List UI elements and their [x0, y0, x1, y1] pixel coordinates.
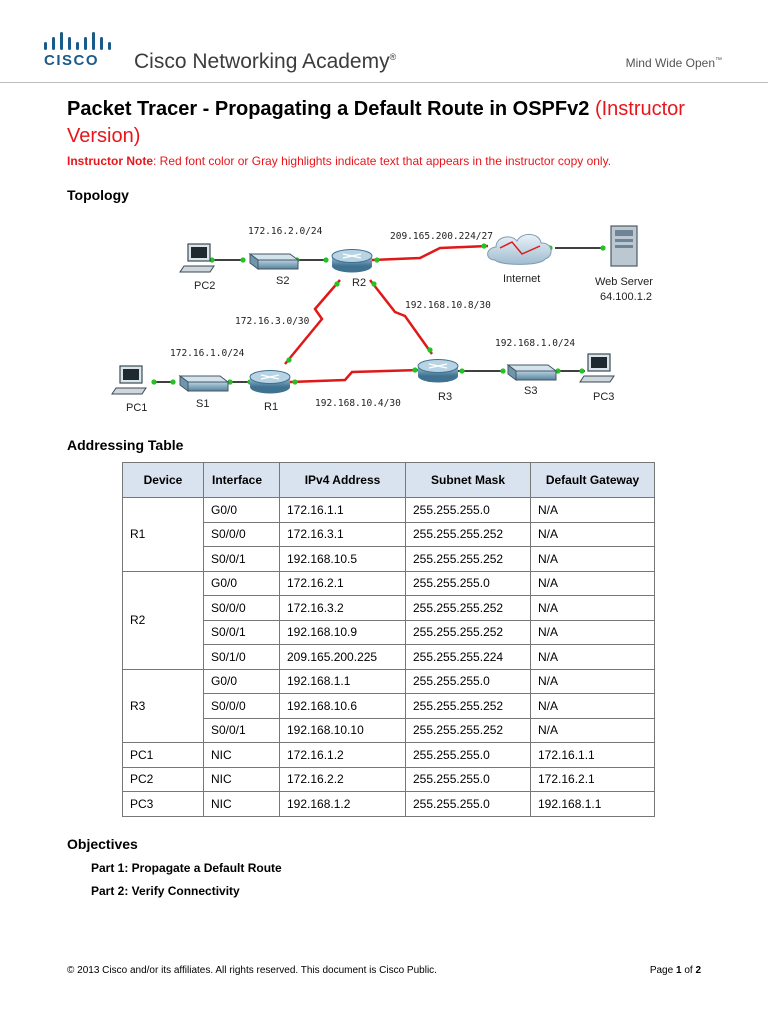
ip-cell: 172.16.2.2 — [280, 767, 406, 792]
internet-label: Internet — [503, 273, 541, 285]
mask-cell: 255.255.255.252 — [406, 694, 531, 719]
net-label-s2: 172.16.2.0/24 — [248, 226, 323, 237]
col-device: Device — [123, 463, 204, 498]
col-ipv4: IPv4 Address — [280, 463, 406, 498]
net-label-r1-r2: 172.16.3.0/30 — [235, 316, 310, 327]
switch-s1-icon — [180, 376, 228, 391]
page-number: Page 1 of 2 — [649, 965, 701, 976]
mask-cell: 255.255.255.224 — [406, 645, 531, 670]
table-row — [123, 743, 655, 768]
s2-label: S2 — [276, 275, 290, 287]
mask-cell: 255.255.255.0 — [406, 669, 531, 694]
interface-cell: S0/0/1 — [204, 718, 280, 743]
copyright-footer: © 2013 Cisco and/or its affiliates. All rights reserved. This document is Cisco Public. — [67, 965, 437, 976]
ip-cell: 172.16.3.1 — [280, 522, 406, 547]
s1-label: S1 — [196, 398, 210, 410]
gateway-cell: N/A — [531, 547, 655, 572]
topology-diagram — [100, 214, 660, 419]
gateway-cell: 192.168.1.1 — [531, 792, 655, 817]
interface-cell: S0/0/1 — [204, 620, 280, 645]
objectives-heading: Objectives — [67, 836, 138, 852]
device-cell: R1 — [123, 498, 204, 572]
document-title: Packet Tracer - Propagating a Default Route in OSPFv2 (Instructor Version) — [67, 98, 685, 147]
interface-cell: S0/0/0 — [204, 522, 280, 547]
instructor-note: Instructor Note: Red font color or Gray highlights indicate text that appears in the instructor copy only. — [67, 154, 612, 168]
net-label-s3: 192.168.1.0/24 — [495, 338, 576, 349]
ip-cell: 192.168.10.5 — [280, 547, 406, 572]
objective-part-1: Part 1: Propagate a Default Route — [91, 861, 282, 875]
mask-cell: 255.255.255.0 — [406, 743, 531, 768]
col-gateway: Default Gateway — [531, 463, 655, 498]
switch-s2-icon — [250, 254, 298, 269]
net-label-internet: 209.165.200.224/27 — [390, 231, 493, 242]
tagline: Mind Wide Open™ — [625, 56, 722, 70]
cisco-logo-icon — [44, 30, 114, 52]
gateway-cell: N/A — [531, 522, 655, 547]
mask-cell: 255.255.255.252 — [406, 620, 531, 645]
interface-cell: S0/1/0 — [204, 645, 280, 670]
ip-cell: 209.165.200.225 — [280, 645, 406, 670]
objective-part-2: Part 2: Verify Connectivity — [91, 884, 240, 898]
mask-cell: 255.255.255.252 — [406, 596, 531, 621]
internet-cloud-icon — [488, 234, 551, 264]
s3-label: S3 — [524, 385, 538, 397]
pc2-icon — [180, 244, 214, 272]
device-cell: PC1 — [123, 743, 204, 768]
ip-cell: 192.168.10.9 — [280, 620, 406, 645]
gateway-cell: N/A — [531, 596, 655, 621]
switch-s3-icon — [508, 365, 556, 380]
device-cell: R3 — [123, 669, 204, 743]
mask-cell: 255.255.255.252 — [406, 547, 531, 572]
addressing-table — [122, 462, 655, 817]
table-row — [123, 792, 655, 817]
mask-cell: 255.255.255.0 — [406, 571, 531, 596]
ip-cell: 172.16.1.1 — [280, 498, 406, 523]
table-row — [123, 498, 655, 523]
r3-label: R3 — [438, 391, 453, 403]
pc3-label: PC3 — [593, 391, 615, 403]
router-r1-icon — [250, 371, 290, 394]
mask-cell: 255.255.255.0 — [406, 767, 531, 792]
interface-cell: G0/0 — [204, 571, 280, 596]
web-server-icon — [611, 226, 637, 266]
gateway-cell: N/A — [531, 571, 655, 596]
pc2-label: PC2 — [194, 280, 216, 292]
topology-heading: Topology — [67, 187, 129, 203]
net-label-s1: 172.16.1.0/24 — [170, 348, 245, 359]
pc1-label: PC1 — [126, 402, 148, 414]
ip-cell: 172.16.1.2 — [280, 743, 406, 768]
gateway-cell: 172.16.1.1 — [531, 743, 655, 768]
r1-label: R1 — [264, 401, 279, 413]
pc3-icon — [580, 354, 614, 382]
interface-cell: NIC — [204, 767, 280, 792]
table-row — [123, 669, 655, 694]
ip-cell: 192.168.1.1 — [280, 669, 406, 694]
table-row — [123, 767, 655, 792]
interface-cell: S0/0/0 — [204, 596, 280, 621]
interface-cell: NIC — [204, 792, 280, 817]
ip-cell: 192.168.10.6 — [280, 694, 406, 719]
gateway-cell: N/A — [531, 669, 655, 694]
gateway-cell: N/A — [531, 645, 655, 670]
interface-cell: NIC — [204, 743, 280, 768]
ip-cell: 172.16.3.2 — [280, 596, 406, 621]
interface-cell: G0/0 — [204, 669, 280, 694]
col-interface: Interface — [204, 463, 280, 498]
interface-cell: S0/0/1 — [204, 547, 280, 572]
gateway-cell: 172.16.2.1 — [531, 767, 655, 792]
r2-label: R2 — [352, 277, 367, 289]
device-cell: R2 — [123, 571, 204, 669]
addressing-heading: Addressing Table — [67, 437, 184, 453]
pc1-icon — [112, 366, 146, 394]
mask-cell: 255.255.255.0 — [406, 792, 531, 817]
gateway-cell: N/A — [531, 694, 655, 719]
web-server-ip: 64.100.1.2 — [600, 291, 652, 303]
gateway-cell: N/A — [531, 620, 655, 645]
page-header — [0, 0, 768, 84]
gateway-cell: N/A — [531, 718, 655, 743]
academy-name: Cisco Networking Academy® — [134, 50, 397, 73]
table-header-row — [123, 463, 655, 498]
gateway-cell: N/A — [531, 498, 655, 523]
router-r3-icon — [418, 360, 458, 383]
mask-cell: 255.255.255.0 — [406, 498, 531, 523]
table-row — [123, 571, 655, 596]
mask-cell: 255.255.255.252 — [406, 522, 531, 547]
interface-cell: G0/0 — [204, 498, 280, 523]
interface-cell: S0/0/0 — [204, 694, 280, 719]
ip-cell: 192.168.1.2 — [280, 792, 406, 817]
net-label-r2-r3: 192.168.10.8/30 — [405, 300, 491, 311]
header-divider — [0, 82, 768, 83]
web-server-label: Web Server — [595, 276, 653, 288]
net-label-r1-r3: 192.168.10.4/30 — [315, 398, 401, 409]
mask-cell: 255.255.255.252 — [406, 718, 531, 743]
device-cell: PC3 — [123, 792, 204, 817]
cisco-wordmark: CISCO — [44, 52, 100, 69]
col-subnet: Subnet Mask — [406, 463, 531, 498]
ip-cell: 172.16.2.1 — [280, 571, 406, 596]
device-cell: PC2 — [123, 767, 204, 792]
ip-cell: 192.168.10.10 — [280, 718, 406, 743]
router-r2-icon — [332, 250, 372, 273]
